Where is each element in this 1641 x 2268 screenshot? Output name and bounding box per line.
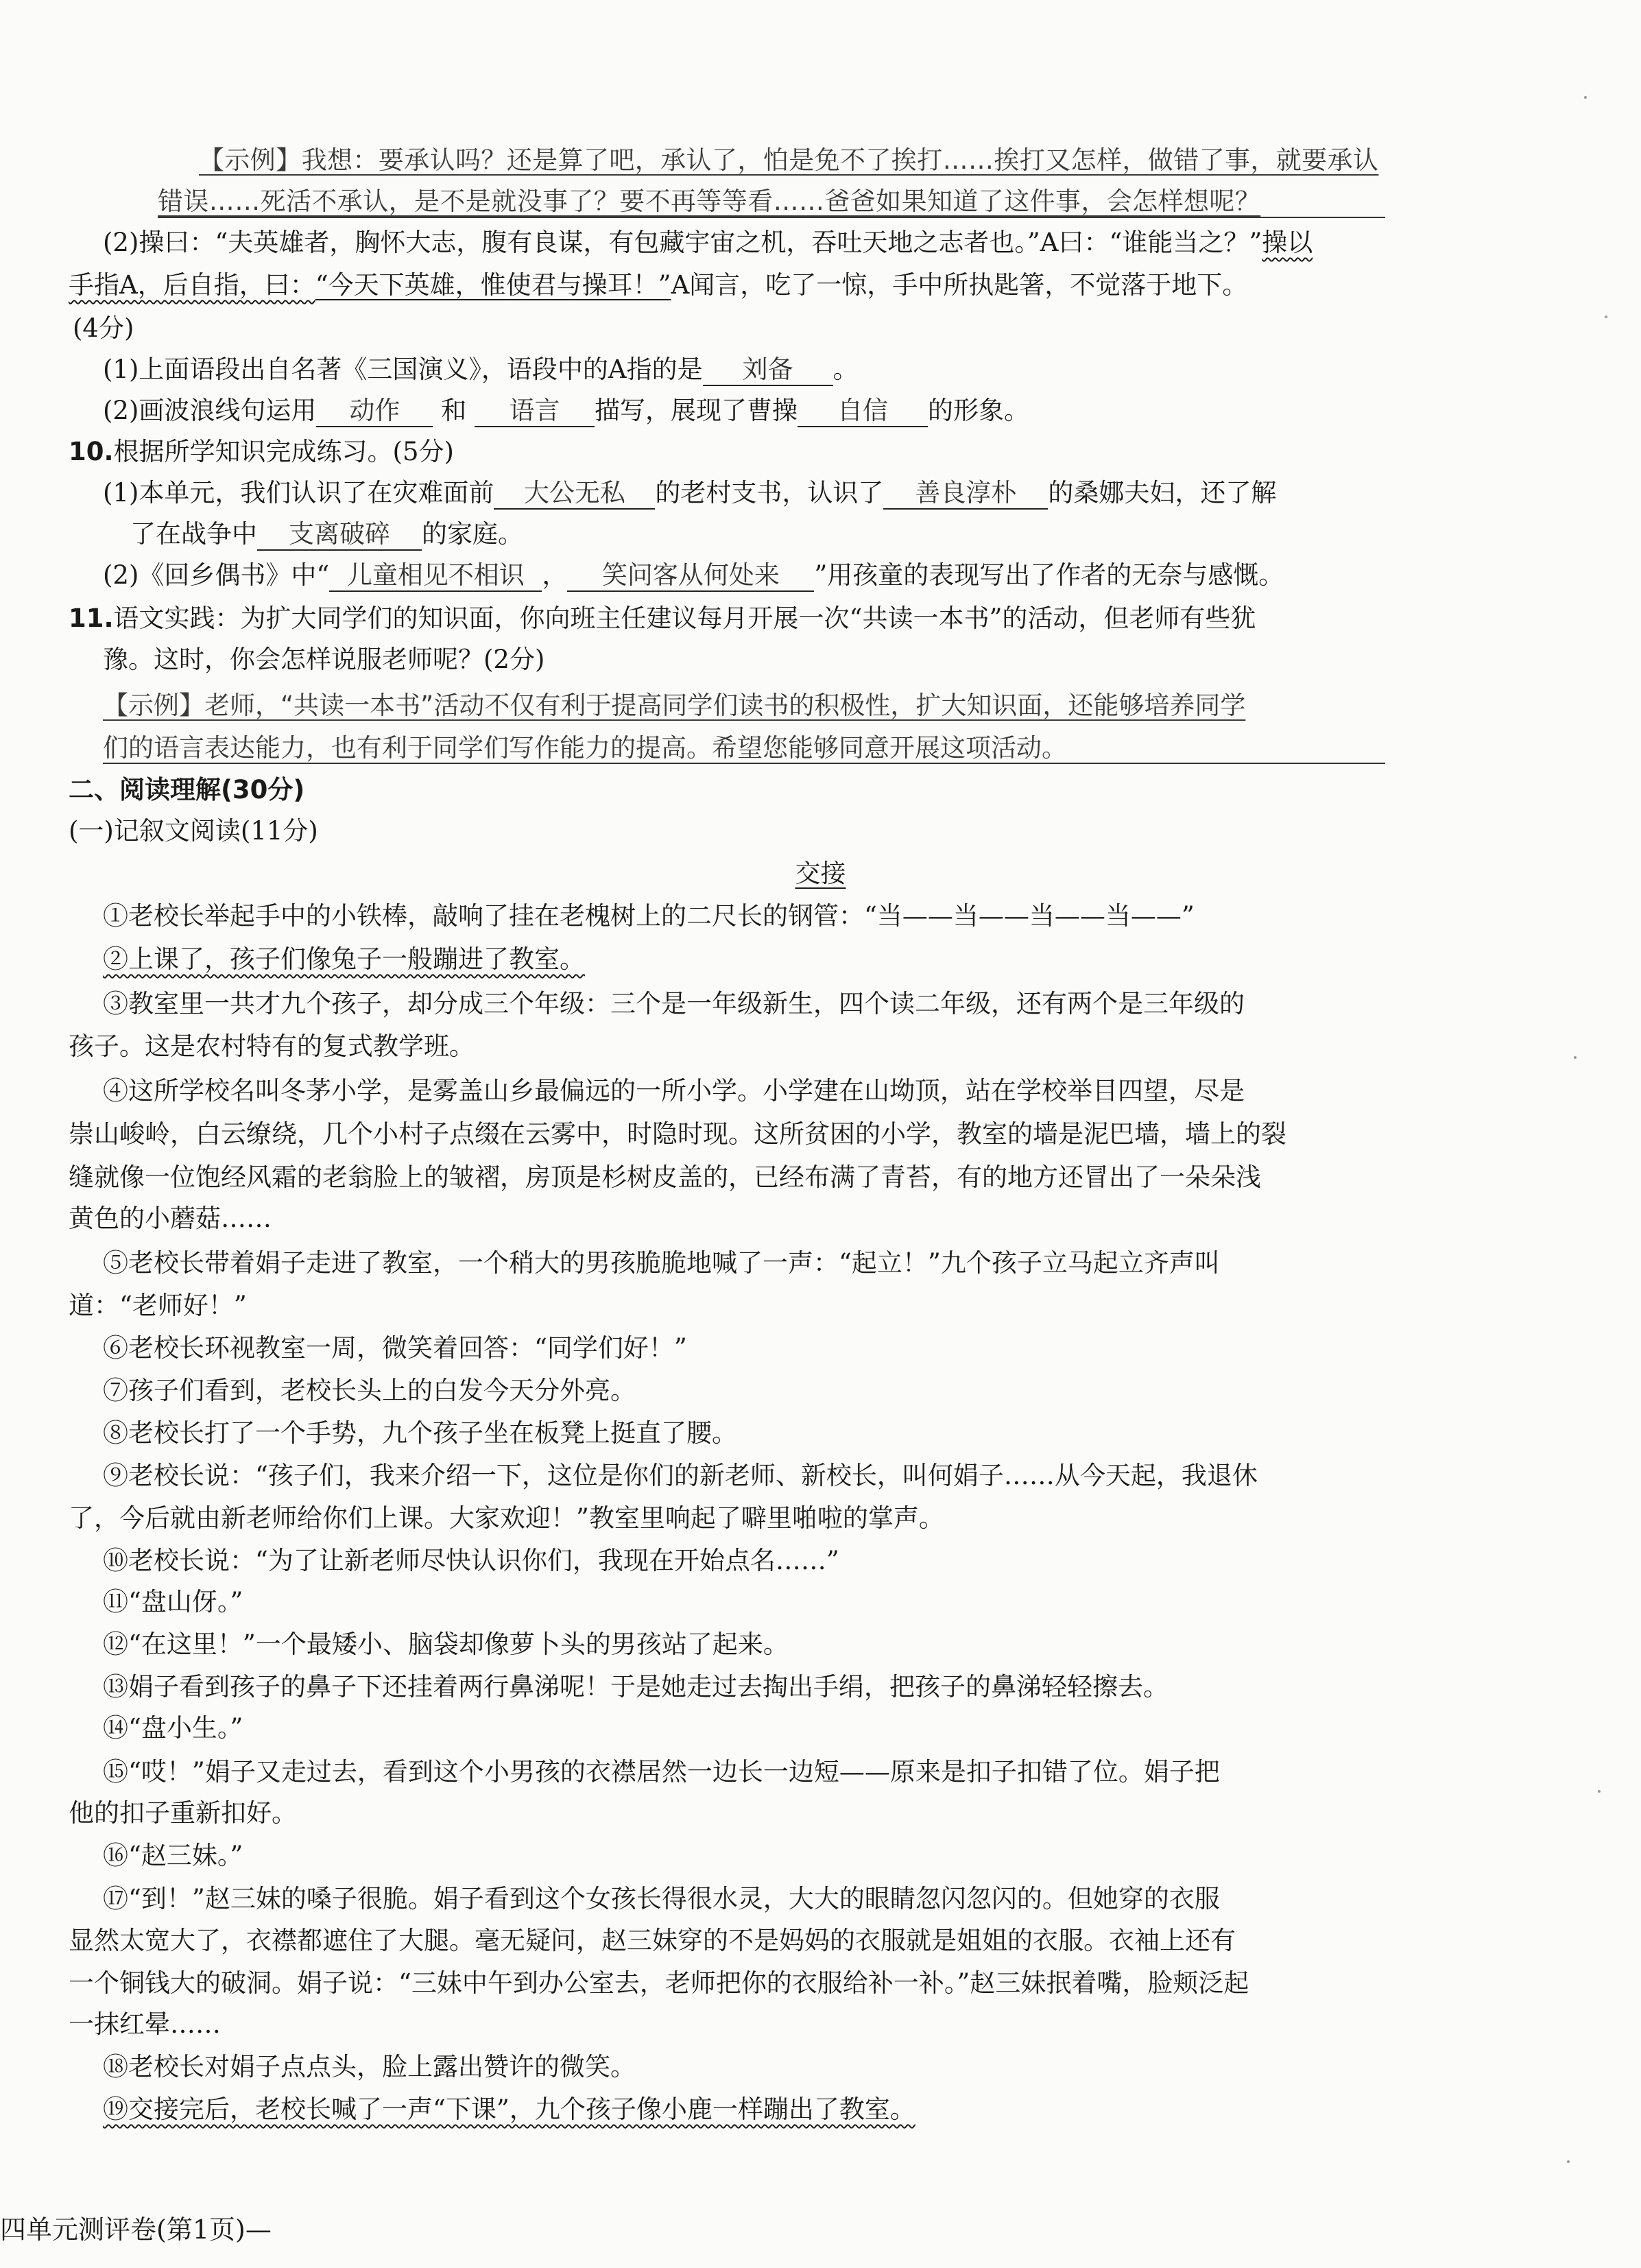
scan-speck bbox=[1584, 96, 1587, 99]
article-line: 黄色的小蘑菇…… bbox=[69, 1204, 272, 1233]
q9-2-line-1 bbox=[103, 226, 1313, 259]
article-line: ⑭“盘小生。” bbox=[103, 1713, 243, 1743]
question-number: 10. bbox=[69, 437, 114, 466]
question-text: 的老村支书，认识了 bbox=[655, 478, 884, 508]
question-text: (2)画波浪线句运用 bbox=[103, 396, 317, 425]
question-text: 描写，展现了曹操 bbox=[594, 396, 798, 425]
article-line: ⑨老校长说：“孩子们，我来介绍一下，这位是你们的新老师、新校长，叫何娟子……从今天起，我退休 bbox=[103, 1461, 1258, 1490]
article-line: 缝就像一位饱经风霜的老翁脸上的皱褶，房顶是杉树皮盖的，已经布满了青苔，有的地方还冒出了一朵朵浅 bbox=[69, 1162, 1261, 1192]
answer-blank[interactable]: 刘备 bbox=[703, 355, 833, 386]
article-line: ⑥老校长环视教室一周，微笑着回答：“同学们好！” bbox=[103, 1333, 687, 1363]
q9-2-sub-1 bbox=[103, 353, 859, 386]
article-line: ⑯“赵三妹。” bbox=[103, 1841, 243, 1870]
scan-speck bbox=[1574, 1056, 1577, 1059]
scan-speck bbox=[1605, 315, 1607, 318]
article-line: ⑰“到！”赵三妹的嗓子很脆。娟子看到这个女孩长得很水灵，大大的眼睛忽闪忽闪的。但她穿的衣服 bbox=[103, 1884, 1220, 1913]
article-line: ⑦孩子们看到，老校长头上的白发今天分外亮。 bbox=[103, 1376, 636, 1405]
answer-rule bbox=[103, 763, 1385, 764]
article-line: 显然太宽大了，衣襟都遮住了大腿。毫无疑问，赵三妹穿的不是妈妈的衣服就是姐姐的衣服。衣袖上还有 bbox=[69, 1926, 1236, 1955]
answer-blank[interactable]: 动作 bbox=[316, 396, 433, 427]
q9-2-line-2 bbox=[69, 269, 1247, 302]
section-heading: 二、阅读理解(30分) bbox=[69, 775, 305, 804]
underlined-quote: “今天下英雄，惟使君与操耳！” bbox=[315, 270, 671, 300]
question-text: 和 bbox=[441, 396, 467, 425]
answer-blank[interactable]: 支离破碎 bbox=[257, 519, 422, 551]
q11-stem-line-1 bbox=[69, 602, 1256, 635]
q10-sub-1 bbox=[103, 477, 1276, 510]
q11-answer-line-1: 【示例】老师，“共读一本书”活动不仅有利于提高同学们读书的积极性，扩大知识面，还能够培养同学 bbox=[103, 691, 1246, 720]
answer-blank[interactable]: 儿童相见不相识 bbox=[329, 560, 542, 592]
answer-blank[interactable]: 语言 bbox=[475, 396, 595, 427]
answer-rule bbox=[158, 217, 1385, 218]
scan-speck bbox=[1567, 2160, 1570, 2163]
q10-sub-2 bbox=[103, 559, 1284, 592]
question-stem: 语文实践：为扩大同学们的知识面，你向班主任建议每月开展一次“共读一本书”的活动，但老师有些犹 bbox=[113, 604, 1256, 633]
article-line: ⑧老校长打了一个手势，九个孩子坐在板凳上挺直了腰。 bbox=[103, 1418, 737, 1448]
scan-speck bbox=[1598, 1790, 1601, 1793]
article-line: ③教室里一共才九个孩子，却分成三个年级：三个是一年级新生，四个读二年级，还有两个是三年级的 bbox=[103, 989, 1245, 1018]
q9-2-text: A闻言，吃了一惊，手中所执匙箸，不觉落于地下。 bbox=[671, 270, 1248, 300]
article-line: ④这所学校名叫冬茅小学，是雾盖山乡最偏远的一所小学。小学建在山坳顶，站在学校举目四望，尽是 bbox=[103, 1076, 1245, 1106]
answer-blank[interactable]: 笑问客从何处来 bbox=[567, 560, 814, 592]
question-text: 的桑娜夫妇，还了解 bbox=[1048, 478, 1277, 508]
article-line: ⑩老校长说：“为了让新老师尽快认识你们，我现在开始点名……” bbox=[103, 1546, 839, 1575]
question-text: (1)上面语段出自名著《三国演义》，语段中的A指的是 bbox=[103, 355, 703, 384]
article-line: ⑲交接完后，老校长喊了一声“下课”，九个孩子像小鹿一样蹦出了教室。 bbox=[103, 2094, 915, 2124]
question-text: ”用孩童的表现写出了作者的无奈与感慨。 bbox=[814, 560, 1284, 590]
question-number: 11. bbox=[69, 604, 114, 633]
q9-2-text: (2)操曰：“夫英雄者，胸怀大志，腹有良谋，有包藏宇宙之机，吞吐天地之志者也。”A曰：“谁能当之？” bbox=[103, 228, 1262, 257]
article-line: 崇山峻岭，白云缭绕，几个小村子点缀在云雾中，时隐时现。这所贫困的小学，教室的墙是泥巴墙，墙上的裂 bbox=[69, 1119, 1286, 1149]
article-line: 一抹红晕…… bbox=[69, 2009, 221, 2039]
article-line: 他的扣子重新扣好。 bbox=[69, 1798, 297, 1828]
question-text: 。 bbox=[833, 355, 859, 384]
answer-blank[interactable]: 自信 bbox=[798, 396, 928, 427]
question-text: (2)《回乡偶书》中“ bbox=[103, 560, 330, 590]
q10-header bbox=[69, 435, 454, 468]
question-stem: 根据所学知识完成练习。(5分) bbox=[113, 437, 454, 466]
q9-example-line-1: 【示例】我想：要承认吗？还是算了吧，承认了，怕是免不了挨打……挨打又怎样，做错了事，就要承认 bbox=[199, 145, 1379, 175]
q9-2-score: (4分) bbox=[73, 313, 134, 343]
wavy-sentence: 手指A，后自指，曰： bbox=[69, 270, 315, 300]
article-line: ①老校长举起手中的小铁棒，敲响了挂在老槐树上的二尺长的钢管：“当——当——当——当——” bbox=[103, 901, 1195, 931]
article-line: ⑮“哎！”娟子又走过去，看到这个小男孩的衣襟居然一边长一边短——原来是扣子扣错了位。娟子把 bbox=[103, 1757, 1220, 1787]
question-text: 的家庭。 bbox=[422, 519, 523, 549]
question-text: (1)本单元，我们认识了在灾难面前 bbox=[103, 478, 494, 508]
question-text: 的形象。 bbox=[927, 396, 1029, 425]
article-line: ②上课了，孩子们像兔子一般蹦进了教室。 bbox=[103, 944, 585, 974]
subsection-heading: (一)记叙文阅读(11分) bbox=[69, 816, 318, 846]
answer-blank[interactable]: 大公无私 bbox=[494, 478, 655, 510]
article-line: ⑫“在这里！”一个最矮小、脑袋却像萝卜头的男孩站了起来。 bbox=[103, 1630, 789, 1659]
article-line: ⑱老校长对娟子点点头，脸上露出赞许的微笑。 bbox=[103, 2052, 636, 2081]
q10-sub-1-cont bbox=[130, 518, 523, 551]
q9-example-line-2: 错误……死活不承认，是不是就没事了？要不再等等看……爸爸如果知道了这件事，会怎样想呢？ bbox=[158, 187, 1261, 216]
article-line: 孩子。这是农村特有的复式教学班。 bbox=[69, 1031, 475, 1061]
article-line: 了，今后就由新老师给你们上课。大家欢迎！”教室里响起了噼里啪啦的掌声。 bbox=[69, 1503, 944, 1533]
article-line: 道：“老师好！” bbox=[69, 1291, 247, 1320]
article-title-wrap bbox=[0, 857, 1641, 890]
article-title: 交接 bbox=[795, 859, 846, 888]
answer-blank[interactable]: 善良淳朴 bbox=[883, 478, 1048, 510]
article-line: ⑬娟子看到孩子的鼻子下还挂着两行鼻涕呢！于是她走过去掏出手绢，把孩子的鼻涕轻轻擦去。 bbox=[103, 1672, 1169, 1702]
question-text: ， bbox=[542, 560, 568, 590]
q11-stem-line-2: 豫。这时，你会怎样说服老师呢？(2分) bbox=[103, 645, 545, 674]
article-line: 一个铜钱大的破洞。娟子说：“三妹中午到办公室去，老师把你的衣服给补一补。”赵三妹抿着嘴，脸颊泛起 bbox=[69, 1968, 1249, 1998]
article-line: ⑤老校长带着娟子走进了教室，一个稍大的男孩脆脆地喊了一声：“起立！”九个孩子立马起立齐声叫 bbox=[103, 1248, 1220, 1278]
page-footer: 四单元测评卷(第1页)— bbox=[0, 2215, 272, 2245]
question-text: 了在战争中 bbox=[130, 519, 257, 549]
article-line: ⑪“盘山伢。” bbox=[103, 1587, 243, 1616]
q9-2-sub-2 bbox=[103, 394, 1029, 427]
q11-answer-line-2: 们的语言表达能力，也有利于同学们写作能力的提高。希望您能够同意开展这项活动。 bbox=[103, 733, 1067, 763]
wavy-sentence: 操以 bbox=[1262, 228, 1313, 257]
